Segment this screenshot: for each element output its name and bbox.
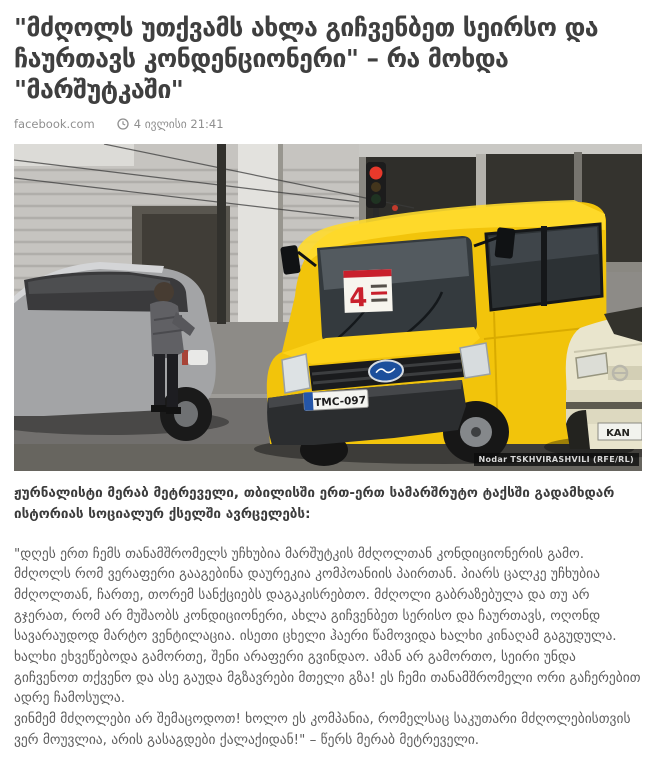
route-number: 4 — [348, 283, 368, 314]
van-license-plate — [304, 389, 369, 410]
article-meta — [14, 117, 642, 131]
publish-time — [117, 117, 224, 131]
source-link[interactable]: facebook.com — [14, 117, 95, 131]
article-body — [14, 544, 642, 750]
van-plate-number: TMC-097 — [313, 394, 367, 410]
street-scene-illustration — [14, 144, 642, 471]
car-plate-number: KAN — [606, 428, 630, 439]
clock-icon — [117, 118, 129, 130]
suv-silver — [14, 262, 229, 441]
lead-paragraph: ჟურნალისტი მერაბ მეტრეველი, თბილისში ერთ-ერთ სამარშრუტო ტაქსში გადამხდარ ისტორიას სოციალურ ქსელში ავრცელებს: — [14, 485, 615, 522]
photo-credit: Nodar TSKHVIRASHVILI (RFE/RL) — [474, 453, 639, 466]
route-sign — [343, 269, 392, 314]
body-paragraph-1: "დღეს ერთ ჩემს თანამშრომელს უჩხუბია მარშუტკის მძღოლთან კონდიციონერის გამო. მძღოლს რომ ვერაფერი გააგებინა დაურეკია კომპოანიის პაირთან. პიარს ცალკე უჩხუბია მძღოლთან, ჩართე, თორემ სანქციებს დაგაკისრებთო. მძღოლი გაბრაზებულა და თუ არ გჯერათ, რომ არ მუშაობს კონდიციონერი, ახლა გიჩვენბეთ სერისო და ჩაურთავს, ოღონდ სავარაუდოდ მარტო ვენტილაცია. ისეთი ცხელი ჰაერი წამოვიდა ხალხი კინაღამ გაგუდულა. ხალხი ეხვეწებოდა გამორთე, შენი არაფერი გვინდაო. ამან არ გამორთო, სეირი უნდა გიჩვენოთ თქვენო და ასე გაუდა მგზავრები მთელი გზა! ეს ჩემი თანამშრომელი ორი გაჩერებით ადრე ჩამოსულა. — [14, 545, 641, 707]
street-pole — [217, 144, 226, 324]
car-license-plate — [598, 423, 642, 440]
article-title: "მძღოლს უთქვამს ახლა გიჩვენბეთ სეირსო და ჩაურთავს კონდენციონერი" – რა მოხდა "მარშუტკაში" — [14, 13, 599, 104]
body-paragraph-2: ვინმემ მძღოლები არ შემაცოდოთ! ხოლო ეს კომპანია, რომელსაც საკუთარი მძღოლებისთვის ვერ მოუვლია, არის გასაგდები ქალაქიდან!" – წერს მერაბ მეტრეველი. — [14, 710, 631, 748]
article-photo — [14, 144, 642, 471]
publish-time-label: 4 ივლისი 21:41 — [133, 117, 224, 131]
